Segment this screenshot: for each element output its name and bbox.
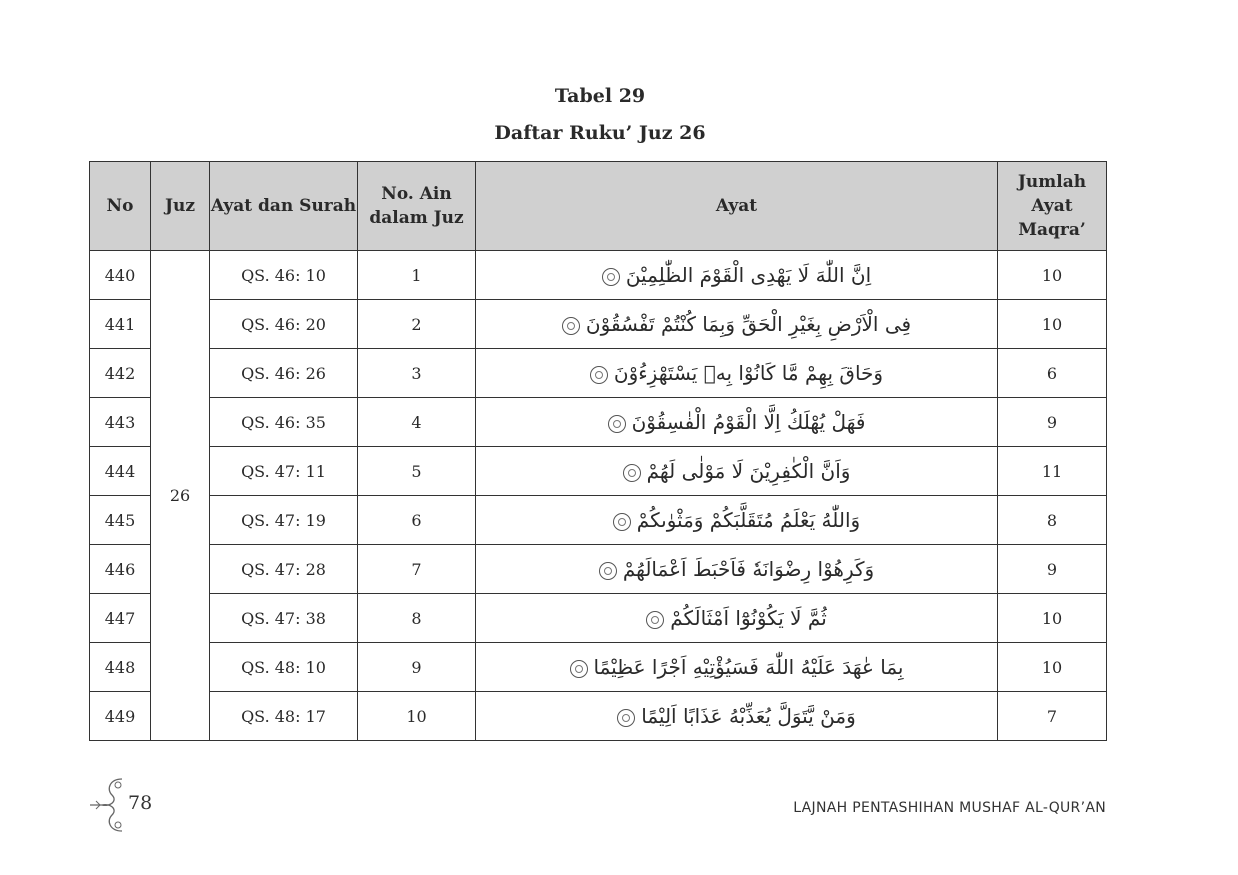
ayat-text: بِمَا عٰهَدَ عَلَيْهُ اللّٰهَ فَسَيُؤْتِيْهِ اَجْرًا عَظِيْمًا [593,655,904,679]
cell-surah: QS. 46: 35 [210,398,358,447]
cell-no: 440 [90,251,151,300]
cell-jumlah: 6 [998,349,1107,398]
ayat-text: اِنَّ اللّٰهَ لَا يَهْدِى الْقَوْمَ الظّٰلِمِيْنَ [625,263,872,287]
cell-no: 442 [90,349,151,398]
ayah-end-marker-icon [602,268,620,286]
ayah-end-marker-icon [590,366,608,384]
header-jumlah-line2: Ayat [1031,196,1073,216]
cell-no: 441 [90,300,151,349]
cell-ayat [476,398,998,447]
table-row [90,496,1107,545]
table-row [90,349,1107,398]
header-ayat: Ayat [476,162,998,251]
cell-no: 444 [90,447,151,496]
cell-ain: 1 [358,251,476,300]
header-jumlah-line1: Jumlah [1017,172,1087,192]
ayah-end-marker-icon [617,709,635,727]
ayat-text: فَهَلْ يُهْلَكُ اِلَّا الْقَوْمُ الْفٰسِقُوْنَ [631,410,866,434]
table-row [90,643,1107,692]
header-jumlah-line3: Maqra’ [1018,220,1086,240]
page-ornament-icon [88,775,128,835]
cell-ayat [476,447,998,496]
ayat-text: وَاللّٰهُ يَعْلَمُ مُتَقَلَّبَكُمْ وَمَثْوٰىكُمْ [636,508,861,532]
cell-ayat [476,643,998,692]
cell-no: 447 [90,594,151,643]
ayat-text: ثُمَّ لَا يَكُوْنُوْٓا اَمْثَالَكُمْ [670,606,827,630]
cell-ain: 6 [358,496,476,545]
cell-surah: QS. 46: 26 [210,349,358,398]
cell-ayat [476,251,998,300]
ayah-end-marker-icon [599,562,617,580]
ayat-text: وَاَنَّ الْكٰفِرِيْنَ لَا مَوْلٰى لَهُمْ [646,459,851,483]
page-number: 78 [128,792,153,814]
header-ayat-surah: Ayat dan Surah [210,162,358,251]
ayah-end-marker-icon [562,317,580,335]
ayah-end-marker-icon [623,464,641,482]
table-row [90,300,1107,349]
ayah-end-marker-icon [608,415,626,433]
publisher-footer: LAJNAH PENTASHIHAN MUSHAF AL-QUR’AN [793,800,1106,816]
table-subtitle: Daftar Ruku’ Juz 26 [494,122,706,144]
cell-jumlah: 11 [998,447,1107,496]
cell-jumlah: 10 [998,300,1107,349]
cell-jumlah: 10 [998,594,1107,643]
ayah-end-marker-icon [613,513,631,531]
table-title: Tabel 29 [554,85,646,107]
cell-ayat [476,545,998,594]
cell-juz: 26 [151,251,210,741]
header-juz: Juz [151,162,210,251]
ayat-text: فِى الْاَرْضِ بِغَيْرِ الْحَقِّ وَبِمَا كُنْتُمْ تَفْسُقُوْنَ [585,312,912,336]
table-row [90,545,1107,594]
table-row [90,447,1107,496]
ayat-text: وَكَرِهُوْا رِضْوَانَهٗ فَاَحْبَطَ اَعْمَالَهُمْ [622,557,875,581]
cell-jumlah: 9 [998,545,1107,594]
header-ain [358,162,476,251]
table-row [90,594,1107,643]
ayah-end-marker-icon [646,611,664,629]
cell-surah: QS. 48: 10 [210,643,358,692]
cell-ain: 3 [358,349,476,398]
cell-no: 446 [90,545,151,594]
cell-ain: 7 [358,545,476,594]
cell-surah: QS. 46: 20 [210,300,358,349]
cell-ayat [476,496,998,545]
cell-ain: 10 [358,692,476,741]
cell-ayat [476,300,998,349]
cell-jumlah: 9 [998,398,1107,447]
cell-surah: QS. 47: 11 [210,447,358,496]
cell-no: 443 [90,398,151,447]
cell-ayat [476,594,998,643]
ayat-text: وَمَنْ يَّتَوَلَّ يُعَذِّبْهُ عَذَابًا اَلِيْمًا [641,704,856,728]
cell-ain: 9 [358,643,476,692]
cell-jumlah: 7 [998,692,1107,741]
cell-surah: QS. 47: 19 [210,496,358,545]
table-header-row [90,162,1107,251]
table-row [90,692,1107,741]
header-jumlah [998,162,1107,251]
cell-ain: 8 [358,594,476,643]
cell-no: 445 [90,496,151,545]
cell-surah: QS. 47: 28 [210,545,358,594]
cell-surah: QS. 46: 10 [210,251,358,300]
cell-jumlah: 10 [998,251,1107,300]
header-no: No [90,162,151,251]
header-ain-line2: dalam Juz [369,208,464,228]
header-ain-line1: No. Ain [381,184,452,204]
table-row [90,251,1107,300]
cell-surah: QS. 48: 17 [210,692,358,741]
cell-ayat [476,692,998,741]
cell-ain: 5 [358,447,476,496]
ayah-end-marker-icon [570,660,588,678]
ruku-table [89,161,1107,741]
cell-no: 449 [90,692,151,741]
cell-no: 448 [90,643,151,692]
cell-jumlah: 10 [998,643,1107,692]
cell-ain: 2 [358,300,476,349]
cell-jumlah: 8 [998,496,1107,545]
cell-ayat [476,349,998,398]
table-row [90,398,1107,447]
cell-surah: QS. 47: 38 [210,594,358,643]
cell-ain: 4 [358,398,476,447]
ayat-text: وَحَاقَ بِهِمْ مَّا كَانُوْا بِهٖ يَسْتَهْزِءُوْنَ [613,361,884,385]
